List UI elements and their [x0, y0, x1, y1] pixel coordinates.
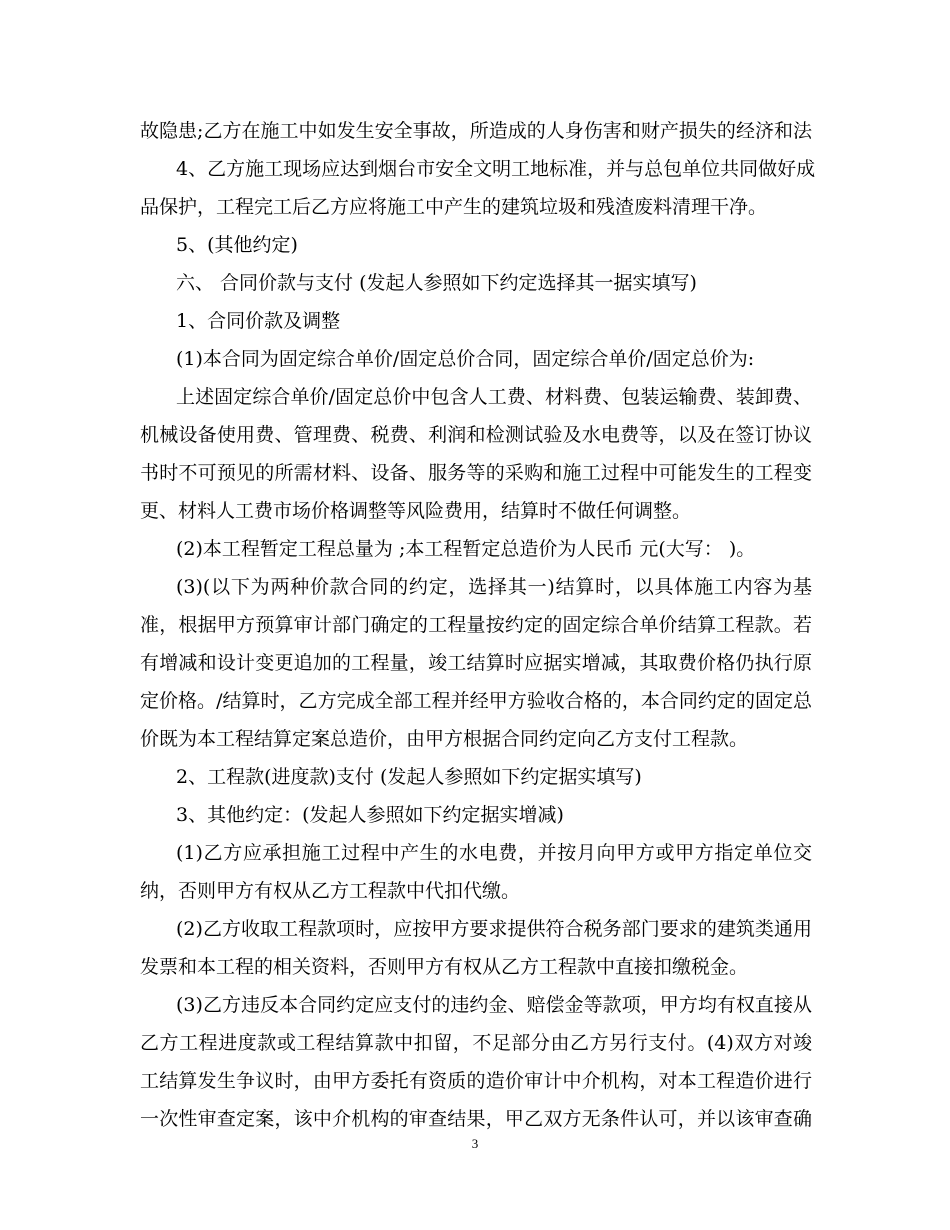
text-line: 书时不可预见的所需材料、设备、服务等的采购和施工过程中可能发生的工程变 — [140, 462, 812, 484]
text-line: 1、合同价款及调整 — [176, 310, 341, 332]
text-line: 品保护，工程完工后乙方应将施工中产生的建筑垃圾和残渣废料清理干净。 — [140, 196, 768, 218]
text-line: 定价格。/结算时，乙方完成全部工程并经甲方验收合格的，本合同约定的固定总 — [140, 690, 812, 712]
text-line: 故隐患;乙方在施工中如发生安全事故，所造成的人身伤害和财产损失的经济和法 — [140, 120, 812, 142]
text-line: 3、其他约定：(发起人参照如下约定据实增减) — [176, 804, 564, 826]
text-line: 一次性审查定案，该中介机构的审查结果，甲乙双方无条件认可，并以该审查确 — [140, 1108, 812, 1130]
body-text — [140, 112, 816, 1138]
text-line: 2、工程款(进度款)支付 (发起人参照如下约定据实填写) — [176, 766, 642, 788]
text-line: (2)本工程暂定工程总量为 ;本工程暂定总造价为人民币 元(大写： )。 — [176, 538, 756, 560]
text-line: 有增减和设计变更追加的工程量，竣工结算时应据实增减，其取费价格仍执行原 — [140, 652, 812, 674]
text-line: 纳，否则甲方有权从乙方工程款中代扣代缴。 — [140, 880, 521, 902]
text-line: 5、(其他约定) — [176, 234, 298, 256]
text-line: 准，根据甲方预算审计部门确定的工程量按约定的固定综合单价结算工程款。若 — [140, 614, 812, 636]
text-line: 工结算发生争议时，由甲方委托有资质的造价审计中介机构，对本工程造价进行 — [140, 1070, 812, 1092]
text-line: 发票和本工程的相关资料，否则甲方有权从乙方工程款中直接扣缴税金。 — [140, 956, 749, 978]
text-line: 上述固定综合单价/固定总价中包含人工费、材料费、包装运输费、装卸费、 — [176, 386, 812, 408]
text-line: 机械设备使用费、管理费、税费、利润和检测试验及水电费等，以及在签订协议 — [140, 424, 812, 446]
section-heading: 六、 合同价款与支付 (发起人参照如下约定选择其一据实填写) — [176, 272, 697, 294]
text-line: 乙方工程进度款或工程结算款中扣留，不足部分由乙方另行支付。(4)双方对竣 — [140, 1032, 812, 1054]
text-line: (3)乙方违反本合同约定应支付的违约金、赔偿金等款项，甲方均有权直接从 — [176, 994, 812, 1016]
page-number: 3 — [471, 1136, 479, 1151]
text-line: (1)本合同为固定综合单价/固定总价合同，固定综合单价/固定总价为: — [176, 348, 755, 370]
text-line: 更、材料人工费市场价格调整等风险费用，结算时不做任何调整。 — [140, 500, 692, 522]
text-line: 4、乙方施工现场应达到烟台市安全文明工地标准，并与总包单位共同做好成 — [176, 158, 816, 180]
text-line: 价既为本工程结算定案总造价，由甲方根据合同约定向乙方支付工程款。 — [140, 728, 749, 750]
text-line: (3)(以下为两种价款合同的约定，选择其一)结算时，以具体施工内容为基 — [176, 576, 812, 598]
text-line: (2)乙方收取工程款项时，应按甲方要求提供符合税务部门要求的建筑类通用 — [176, 918, 812, 940]
text-line: (1)乙方应承担施工过程中产生的水电费，并按月向甲方或甲方指定单位交 — [176, 842, 812, 864]
